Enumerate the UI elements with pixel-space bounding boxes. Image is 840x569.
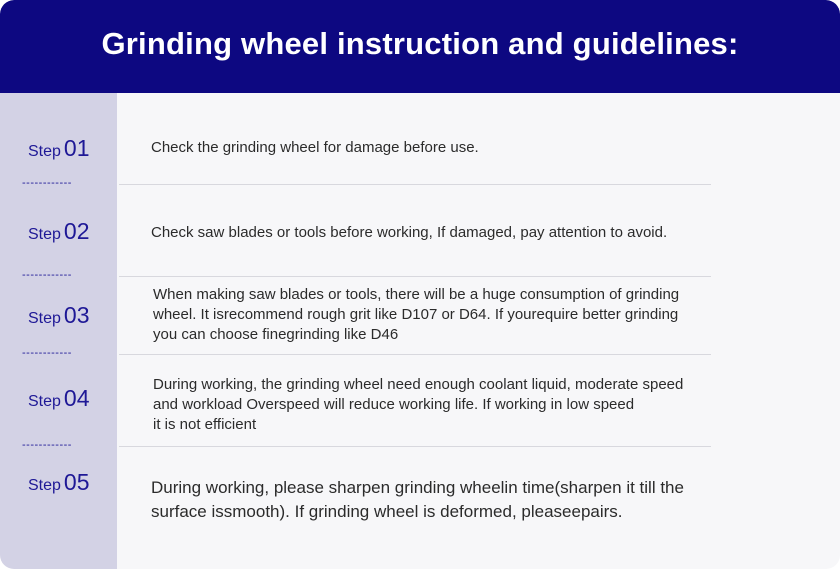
step-word: Step: [28, 143, 61, 160]
step-number: 01: [63, 135, 90, 161]
step-word: Step: [28, 393, 61, 410]
step-divider: ------------: [22, 439, 72, 451]
row-separator: [119, 446, 711, 447]
step-number: 02: [63, 218, 90, 244]
step-description-04: [153, 375, 683, 435]
page-title: Grinding wheel instruction and guidelines:: [101, 25, 739, 61]
description-line: Check saw blades or tools before working, If damaged, pay attention to avoid.: [151, 224, 668, 241]
step-number: 04: [63, 385, 90, 411]
step-number: 03: [63, 302, 90, 328]
step-label-02: [28, 218, 90, 245]
step-label-05: [28, 469, 90, 496]
step-word: Step: [28, 477, 61, 494]
step-label-01: [28, 135, 90, 162]
row-separator: [119, 184, 711, 185]
description-line: wheel. It isrecommend rough grit like D107 or D64. If yourequire better grinding: [153, 306, 679, 323]
row-separator: [119, 276, 711, 277]
step-number: 05: [63, 469, 90, 495]
header-banner: [0, 0, 840, 93]
step-divider: ------------: [22, 269, 72, 281]
step-label-04: [28, 385, 90, 412]
step-divider: ------------: [22, 347, 72, 359]
description-line: During working, the grinding wheel need enough coolant liquid, moderate speed: [153, 376, 684, 393]
row-separator: [119, 354, 711, 355]
step-word: Step: [28, 226, 61, 243]
step-description-05: [151, 476, 684, 524]
step-description-02: [151, 223, 667, 243]
description-line: you can choose finegrinding like D46: [153, 326, 399, 343]
step-description-01: [151, 138, 479, 158]
step-label-03: [28, 302, 90, 329]
step-description-03: [153, 285, 679, 345]
description-line: surface issmooth). If grinding wheel is deformed, pleaseepairs.: [151, 502, 623, 521]
description-line: Check the grinding wheel for damage before use.: [151, 139, 479, 156]
step-divider: ------------: [22, 177, 72, 189]
step-word: Step: [28, 310, 61, 327]
description-line: When making saw blades or tools, there will be a huge consumption of grinding: [153, 286, 680, 303]
description-line: During working, please sharpen grinding wheelin time(sharpen it till the: [151, 478, 684, 497]
description-line: and workload Overspeed will reduce working life. If working in low speed: [153, 396, 635, 413]
description-line: it is not efficient: [153, 416, 257, 433]
step-sidebar: [0, 93, 117, 569]
